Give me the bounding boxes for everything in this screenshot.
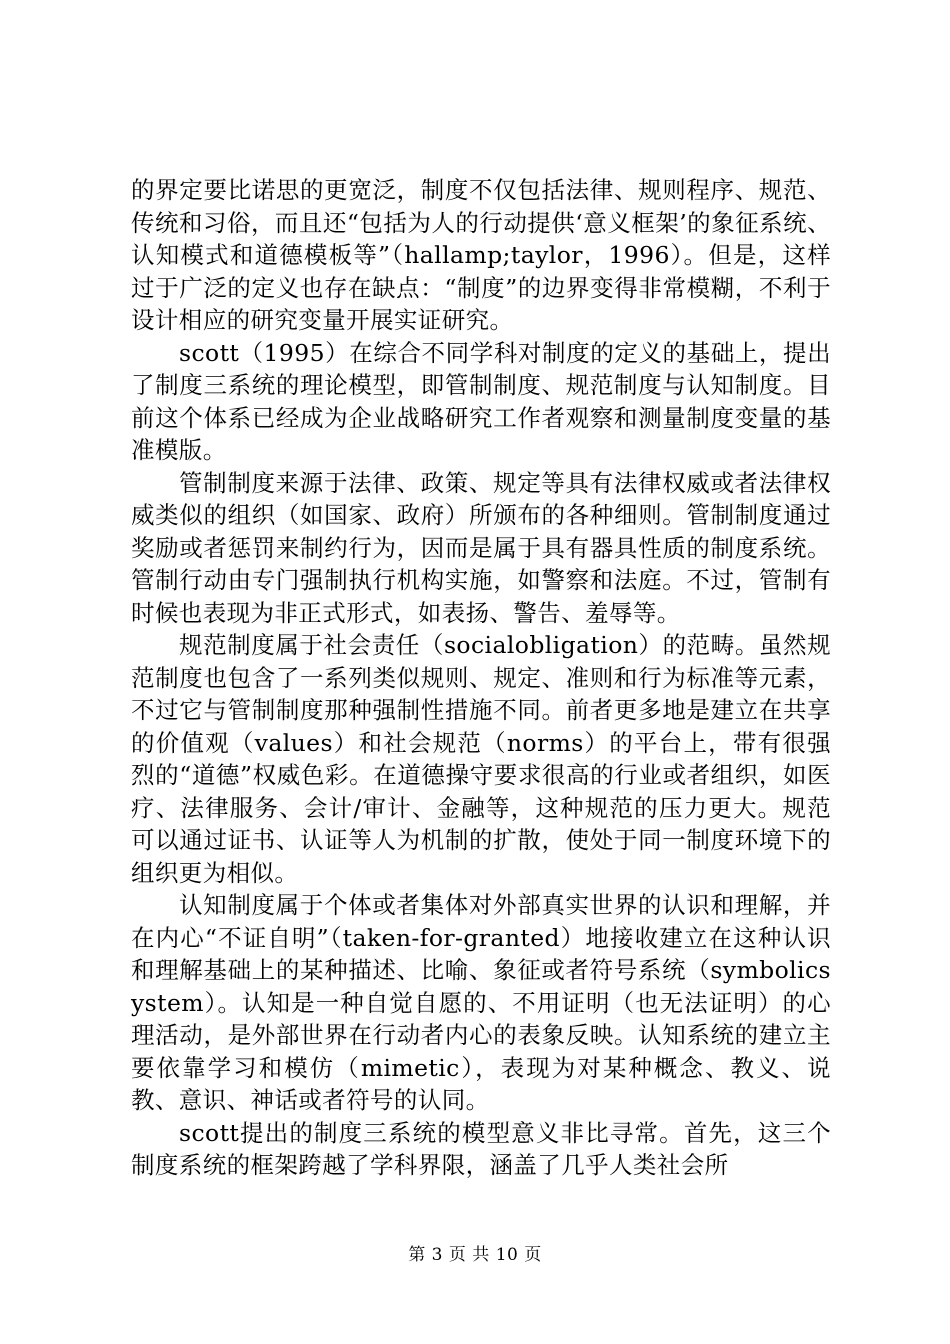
paragraph-cognitive: 认知制度属于个体或者集体对外部真实世界的认识和理解，并在内心“不证自明”（taken-for-granted）地接收建立在这种认识和理解基础上的某种描述、比喻、象征或者符号系统（symbolicsystem）。认知是一种自觉自愿的、不用证明（也无法证明）的心理活动，是外部世界在行动者内心的表象反映。认知系统的建立主要依靠学习和模仿（mimetic），表现为对某种概念、教义、说教、意识、神话或者符号的认同。 (131, 891, 831, 1114)
paragraph-continuation: 的界定要比诺思的更宽泛，制度不仅包括法律、规则程序、规范、传统和习俗，而且还“包括为人的行动提供‘意义框架’的象征系统、认知模式和道德模板等”（hallamp;taylor，1996）。但是，这样过于广泛的定义也存在缺点：“制度”的边界变得非常模糊，不利于设计相应的研究变量开展实证研究。 (131, 176, 831, 334)
page-number-footer: 第 3 页 共 10 页 (408, 1245, 542, 1265)
paragraph-normative: 规范制度属于社会责任（socialobligation）的范畴。虽然规范制度也包含了一系列类似规则、规定、准则和行为标准等元素，不过它与管制制度那种强制性措施不同。前者更多地是建立在共享的价值观（values）和社会规范（norms）的平台上，带有很强烈的“道德”权威色彩。在道德操守要求很高的行业或者组织，如医疗、法律服务、会计/审计、金融等，这种规范的压力更大。规范可以通过证书、认证等人为机制的扩散，使处于同一制度环境下的组织更为相似。 (131, 631, 831, 887)
paragraph-significance: scott提出的制度三系统的模型意义非比寻常。首先，这三个制度系统的框架跨越了学科界限，涵盖了几乎人类社会所 (131, 1118, 831, 1179)
body-text (131, 174, 831, 1182)
paragraph-regulative: 管制制度来源于法律、政策、规定等具有法律权威或者法律权威类似的组织（如国家、政府）所颁布的各种细则。管制制度通过奖励或者惩罚来制约行为，因而是属于具有器具性质的制度系统。管制行动由专门强制执行机构实施，如警察和法庭。不过，管制有时候也表现为非正式形式，如表扬、警告、羞辱等。 (131, 468, 831, 627)
paragraph-scott-model: scott（1995）在综合不同学科对制度的定义的基础上，提出了制度三系统的理论模型，即管制制度、规范制度与认知制度。目前这个体系已经成为企业战略研究工作者观察和测量制度变量的基准模版。 (131, 338, 831, 464)
